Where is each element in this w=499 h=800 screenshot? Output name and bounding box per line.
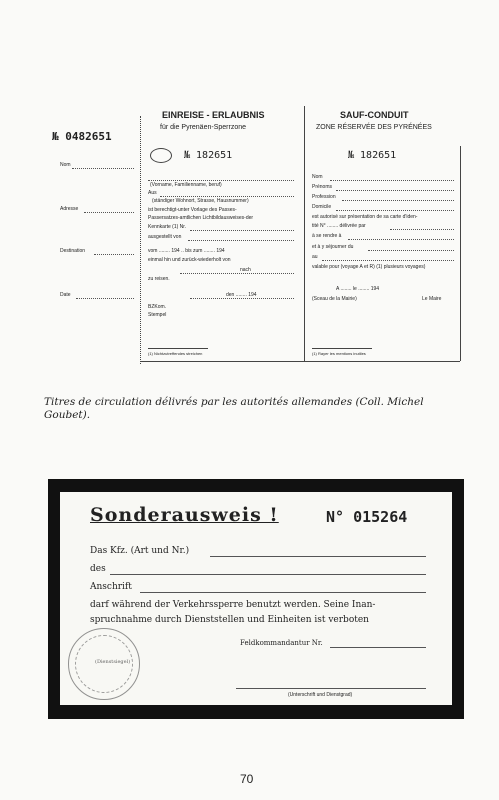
left-line-5: Passersatzes-amtlichen Lichtbildausweises-der [148,215,254,221]
left-line-13: BZKom. [148,304,167,310]
left-line-3: (ständiger Wohnort, Strasse, Hausnummer) [152,198,249,204]
sonderausweis-number: N° 015264 [326,508,408,526]
left-stamp-icon [150,148,172,163]
right-line-13: Le Maire [422,296,442,302]
left-line-8: vom ........ 194 .. bis zum ........ 194 [148,248,225,254]
right-footnote: (1) Rayer les mentions inutiles [312,351,366,356]
right-line-5: est autorisé sur présentation de sa carte d'iden- [312,214,418,220]
left-line-12: den ........ 194 [226,292,257,298]
line-anschrift-label: Anschrift [90,582,132,592]
right-line-12: (Sceau de la Mairie) [312,296,357,302]
page-number: 70 [240,772,254,786]
official-seal-stamp [68,628,140,700]
left-line-9: einmal hin und zurück-wiederholt von [148,257,231,263]
left-line-14: Stempel [148,312,167,318]
right-line-1: Nom [312,174,323,180]
stub-label-destination: Destination [60,248,86,254]
body-text-1: darf während der Verkehrssperre benutzt werden. Seine Inan- [90,600,376,610]
center-divider [304,106,305,361]
feldkommandantur-label: Feldkommandantur Nr. [240,639,323,647]
left-line-7: ausgestellt von [148,234,182,240]
bottom-rule [140,361,460,362]
line-des-label: des [90,564,106,574]
left-number: № 182651 [184,150,233,161]
sonderausweis-card [60,492,452,705]
right-line-8: et à y séjourner du [312,244,354,250]
right-line-10: valable pour (voyage A et R) (1) plusieurs voyages) [312,264,426,270]
right-number: № 182651 [348,150,397,161]
right-line-9: au [312,254,318,260]
stamp-label: (Dienstsiegel) [95,659,131,665]
stub-label-adresse: Adresse [60,206,79,212]
right-line-7: à se rendre à [312,233,342,239]
left-footnote: (1) Nichtzutreffendes streichen [148,351,203,356]
upper-pass [30,96,470,366]
left-line-1: (Vorname, Familienname, beruf) [150,182,222,188]
stub-number: № 0482651 [52,130,112,143]
right-line-11: A ........ le ........ 194 [336,286,380,292]
left-line-10: nach [240,267,251,273]
stub-label-nom: Nom [60,162,71,168]
right-line-6: tité N° ........ délivrée par [312,223,366,229]
right-subtitle: ZONE RÉSERVÉE DES PYRÉNÉES [316,124,432,131]
right-line-4: Domicile [312,204,332,210]
left-line-6: Kennkarte (1) Nr. [148,224,187,230]
sonderausweis-title: Sonderausweis ! [90,504,279,526]
signature-label: (Unterschrift und Dienstgrad) [288,692,353,698]
stub-label-date: Date [60,292,71,298]
right-title: SAUF-CONDUIT [340,110,409,120]
body-text-2: spruchnahme durch Dienststellen und Einheiten ist verboten [90,615,369,625]
left-line-2: Aus [148,190,157,196]
left-line-4: ist berechtigt-unter Vorlage des Passes- [148,207,237,213]
left-title: EINREISE - ERLAUBNIS [162,110,265,120]
right-line-2: Prénoms [312,184,333,190]
right-rule [460,146,461,361]
left-subtitle: für die Pyrenäen-Sperrzone [160,124,246,131]
left-line-11: zu reisen. [148,276,170,282]
perforation-line [140,116,141,364]
figure-caption: Titres de circulation délivrés par les autorités allemandes (Coll. Michel Goubet). [44,396,424,421]
line-kfz-label: Das Kfz. (Art und Nr.) [90,546,190,556]
right-line-3: Profession [312,194,336,200]
